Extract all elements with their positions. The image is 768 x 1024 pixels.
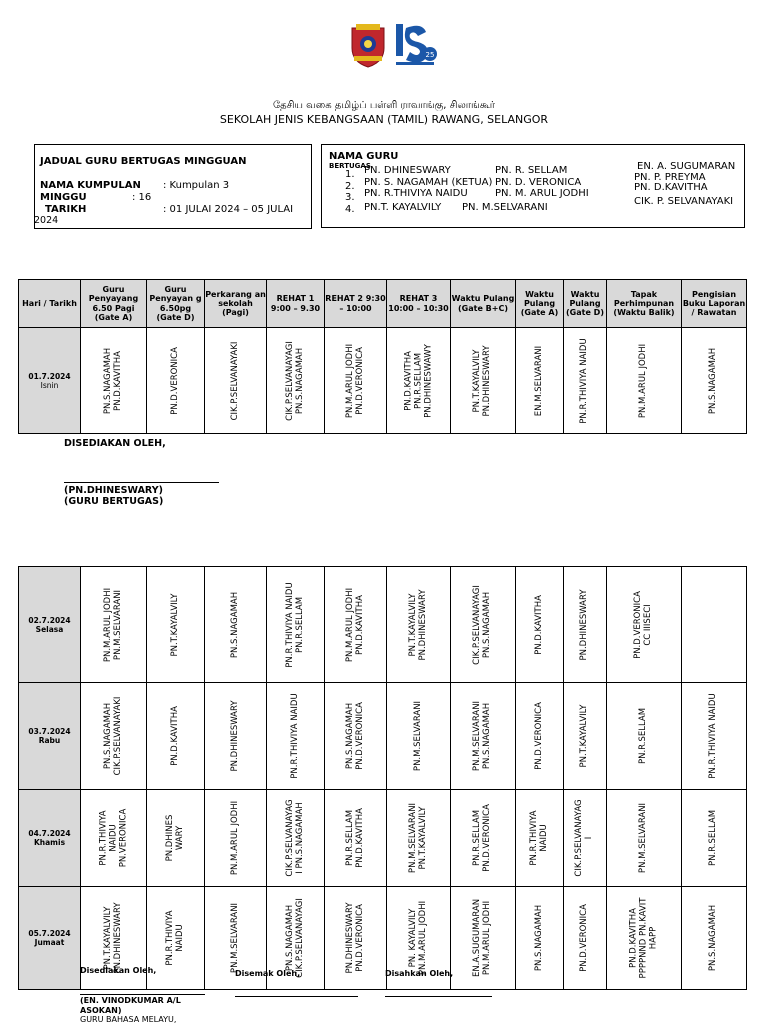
teacher-name: PN.S.NAGAMAH: [102, 702, 113, 770]
duty-cell: [451, 683, 516, 790]
teacher-name: PN.D.VERONICA: [354, 346, 365, 415]
duty-names: [346, 902, 366, 973]
duty-cell: [516, 683, 564, 790]
duty-names: [231, 341, 241, 420]
duty-cell: [81, 790, 147, 887]
duty-cell: [147, 683, 205, 790]
guru-box: [321, 144, 745, 228]
guru-name: PN. S. NAGAMAH (KETUA): [364, 176, 493, 188]
teacher-name: PN.M.SELVARANI: [638, 802, 649, 874]
duty-cell: [564, 887, 607, 990]
tarikh-value: : 01 JULAI 2024 – 05 JULAI: [163, 204, 294, 215]
duty-cell: [325, 683, 387, 790]
teacher-name: PN.D.KAVITHA: [354, 808, 365, 868]
teacher-name: PN.R.SELLAM: [294, 596, 305, 653]
col-header: Guru Penyayan g 6.50pg (Gate D): [147, 280, 205, 328]
teacher-name: I: [584, 836, 594, 840]
duty-names: [473, 345, 493, 416]
col-header: Perkarang an sekolah (Pagi): [205, 280, 267, 328]
footer-name: (EN. VINODKUMAR A/L ASOKAN): [80, 996, 181, 1015]
teacher-name: PN.R.SELLAM: [344, 809, 355, 867]
duty-cell: [147, 790, 205, 887]
prepared-role: (GURU BERTUGAS): [64, 496, 164, 507]
table-row: [19, 790, 747, 887]
minggu-label: MINGGU: [40, 192, 87, 203]
teacher-name: PN.D.VERONICA: [482, 804, 492, 872]
teacher-name: PN.R.THIVIYA: [164, 910, 175, 966]
teacher-name: PN.D.KAVITHA: [628, 908, 639, 968]
table-row: [19, 328, 747, 434]
duty-cell: [607, 683, 682, 790]
teacher-name: PN.R.THIVIYA: [528, 810, 539, 866]
teacher-name: PN.T.KAYALVILY: [102, 906, 113, 970]
col-header: Waktu Pulang (Gate B+C): [451, 280, 516, 328]
num-4: 4.: [345, 203, 355, 215]
duty-names: [231, 903, 241, 973]
duty-cell: [387, 683, 451, 790]
duty-cell: [205, 567, 267, 683]
duty-names: [709, 347, 719, 413]
teacher-name: PN.S.NAGAMAH: [482, 702, 492, 770]
teacher-name: PN.M.ARUL JODHI: [229, 800, 240, 876]
kumpulan-label: NAMA KUMPULAN: [40, 180, 141, 191]
teacher-name: CC IIISECI: [643, 603, 653, 646]
teacher-name: PN.M.SELVARANI: [407, 802, 418, 874]
school-name: SEKOLAH JENIS KEBANGSAAN (TAMIL) RAWANG, SELANGOR: [219, 113, 549, 126]
teacher-name: PN.T.KAYALVILY: [417, 806, 428, 870]
duty-names: [171, 706, 181, 766]
duty-cell: [81, 683, 147, 790]
col-header: Waktu Pulang (Gate D): [564, 280, 607, 328]
teacher-name: PN.DHINESWARY: [229, 700, 240, 772]
num-1: 1.: [345, 169, 355, 180]
teacher-name: PN.M.ARUL JODHI: [102, 587, 113, 662]
teacher-name: PN.D.KAVITHA: [402, 350, 413, 411]
guru-name: PN. R. SELLAM: [495, 165, 568, 176]
duty-cell: [147, 567, 205, 683]
duty-cell: [564, 683, 607, 790]
teacher-name: PN.DHINESWARY: [417, 588, 428, 661]
teacher-name: PN.S.NAGAMAH: [294, 347, 305, 414]
duty-cell: [387, 328, 451, 434]
guru-name: PN. D.KAVITHA: [634, 182, 708, 193]
teacher-name: PN.DHINES: [164, 814, 175, 862]
guru-name: PN. R.THIVIYA NAIDU: [364, 188, 468, 199]
duty-names: [473, 804, 493, 872]
teacher-name: NAIDU: [107, 824, 118, 852]
col-header: REHAT 3 10:00 – 10:30: [387, 280, 451, 328]
guru-name: PN. DHINESWARY: [364, 165, 451, 176]
day-name: Isnin: [40, 380, 59, 390]
teacher-name: PN.S.NAGAMAH: [708, 904, 719, 972]
teacher-name: PN.DHINESWARY: [482, 344, 492, 417]
duty-names: [104, 347, 124, 413]
duty-names: [629, 898, 658, 979]
duty-cell: [682, 887, 747, 990]
day-cell: [19, 887, 81, 990]
duty-cell: [205, 683, 267, 790]
kumpulan-value: : Kumpulan 3: [163, 180, 230, 191]
footer-disemak: Disemak Oleh,: [235, 969, 301, 978]
duty-names: [580, 589, 590, 660]
duty-names: [709, 905, 719, 971]
teacher-name: PN.DHINESWARY: [112, 902, 123, 974]
duty-cell: [451, 887, 516, 990]
guru-name: EN. A. SUGUMARAN: [637, 161, 736, 172]
duty-names: [171, 347, 181, 415]
duty-names: [404, 344, 433, 418]
teacher-name: PN.D.VERONICA: [533, 702, 544, 770]
duty-names: [473, 701, 493, 771]
duty-names: [580, 705, 590, 768]
duty-cell: [325, 887, 387, 990]
guru-col-2: [462, 165, 589, 213]
teacher-name: PN.M.SELVARANI: [112, 589, 123, 660]
teacher-name: PN.M.ARUL JODHI: [638, 343, 649, 418]
teacher-name: PN.DHINESWAWY: [422, 343, 433, 418]
duty-cell: [607, 328, 682, 434]
teacher-name: PN.S.NAGAMAH: [482, 591, 492, 658]
duty-cell: [516, 328, 564, 434]
guru-name: CIK. P. SELVANAYAKI: [634, 195, 734, 207]
guru-name: PN. P. PREYMA: [634, 171, 706, 183]
teacher-name: PN.T.KAYALVILY: [169, 593, 180, 656]
day-cell: [19, 328, 81, 434]
teacher-name: PN.M.ARUL JODHI: [482, 900, 492, 976]
teacher-name: CIK.P.SELVANAYAKI: [112, 696, 123, 776]
duty-cell: [516, 887, 564, 990]
duty-cell: [564, 328, 607, 434]
teacher-name: PN.R.THIVIYA NAIDU: [579, 337, 590, 424]
day-name: Rabu: [38, 736, 61, 745]
guru-name: PN. M. ARUL JODHI: [495, 188, 589, 199]
prepared-name: (PN.DHINESWARY): [64, 485, 163, 496]
teacher-name: CIK.P.SELVANAYAG: [574, 799, 585, 877]
signature-line: [235, 996, 358, 997]
teacher-name: PN.M.SELVARANI: [412, 700, 423, 772]
duty-cell: [267, 567, 325, 683]
duty-cell: [564, 790, 607, 887]
teacher-name: PN.DHINESWARY: [579, 588, 590, 661]
duty-cell: [607, 567, 682, 683]
day-name: Jumaat: [34, 938, 65, 947]
teacher-name: PN.D.VERONICA: [354, 702, 365, 770]
duty-cell: [607, 790, 682, 887]
guru-numbers: [345, 169, 355, 215]
duty-cell: [682, 567, 747, 683]
num-3: 3.: [345, 192, 355, 203]
duty-cell: [387, 567, 451, 683]
teacher-name: PN.S.NAGAMAH: [708, 347, 719, 414]
teacher-name: PN.M.SELVARANI: [229, 902, 240, 974]
duty-cell: [325, 328, 387, 434]
teacher-name: NAIDU: [538, 824, 549, 852]
teacher-name: PN.R.THIVIYA NAIDU: [289, 693, 300, 779]
svg-text:25: 25: [425, 51, 435, 59]
tarikh-label: TARIKH: [45, 204, 87, 215]
duty-names: [639, 343, 649, 417]
duty-names: [535, 595, 545, 655]
duty-cell: [516, 567, 564, 683]
duty-names: [409, 901, 429, 975]
teacher-name: NAIDU: [174, 924, 185, 952]
duty-cell: [147, 328, 205, 434]
col-header: REHAT 2 9:30 – 10:00: [325, 280, 387, 328]
duty-names: [104, 587, 124, 661]
duty-cell: [516, 790, 564, 887]
duty-cell: [682, 790, 747, 887]
minggu-value: : 16: [132, 192, 152, 203]
duty-names: [286, 898, 306, 978]
teacher-name: PN.M.ARUL JODHI: [344, 587, 355, 662]
duty-names: [580, 904, 590, 972]
day-cell: [19, 683, 81, 790]
teacher-name: PN.D.VERONICA: [354, 904, 365, 972]
duty-names: [286, 582, 306, 667]
duty-names: [473, 585, 493, 665]
duty-names: [473, 899, 493, 977]
day-date: 04.7.2024: [28, 829, 71, 838]
tarikh-year: 2024: [34, 215, 59, 226]
teacher-name: PN.R.THIVIYA NAIDU: [284, 581, 295, 668]
teacher-name: PN.D.VERONICA: [169, 346, 180, 415]
day-name: Khamis: [33, 838, 66, 847]
duty-names: [286, 799, 306, 876]
duty-names: [709, 693, 719, 778]
duty-names: [346, 343, 366, 417]
day-date: 02.7.2024: [28, 615, 71, 625]
num-2: 2.: [345, 180, 355, 192]
duty-cell: [387, 790, 451, 887]
teacher-name: PN.VERONICA: [117, 808, 128, 868]
duty-names: [166, 910, 186, 965]
table-row: [19, 567, 747, 683]
duty-names: [346, 808, 366, 868]
duty-names: [231, 700, 241, 771]
teacher-name: PN.R.SELLAM: [472, 809, 483, 867]
duty-names: [535, 702, 545, 770]
teacher-name: PN.R.SELLAM: [708, 809, 719, 867]
duty-names: [409, 803, 429, 873]
duty-names: [346, 702, 366, 770]
teacher-name: PN.D.VERONICA: [633, 590, 644, 659]
teacher-name: PN.D.VERONICA: [579, 904, 590, 972]
school-name-tamil: தேசிய வகை தமிழ்ப் பள்ளி ராவாங்கு, சிலாங்கூர்: [272, 100, 496, 111]
guru-box-subtitle: BERTUGAS: [329, 162, 371, 170]
duty-names: [709, 810, 719, 866]
duty-cell: [267, 790, 325, 887]
teacher-name: PN.R.SELLAM: [412, 352, 423, 409]
duty-names: [409, 589, 429, 660]
guru-name: PN. M.SELVARANI: [462, 201, 548, 213]
teacher-name: PN.D.KAVITHA: [169, 706, 180, 766]
teacher-name: PN.S.NAGAMAH: [344, 702, 355, 770]
teacher-name: PN.S.NAGAMAH: [533, 904, 544, 972]
col-header: Guru Penyayang 6.50 Pagi (Gate A): [81, 280, 147, 328]
day-date: 01.7.2024: [28, 371, 71, 381]
duty-names: [639, 708, 649, 764]
signature-line: [385, 996, 492, 997]
guru-box-title: NAMA GURU: [329, 151, 399, 162]
teacher-name: PN.R.THIVIYA NAIDU: [708, 693, 719, 779]
info-box: [34, 144, 312, 229]
teacher-name: HAPP: [647, 926, 658, 950]
teacher-name: EN.A.SUGUMARAN: [472, 898, 483, 978]
duty-names: [99, 809, 128, 868]
teacher-name: PN.M.ARUL JODHI: [344, 343, 355, 418]
teacher-name: PN.D.KAVITHA: [533, 594, 544, 655]
footer-disahkan: Disahkan Oleh,: [385, 969, 454, 978]
schedule-title: JADUAL GURU BERTUGAS MINGGUAN: [40, 156, 247, 167]
teacher-name: PN.T.KAYALVILY: [407, 593, 418, 656]
teacher-name: CIK.P.SELVANAYAG: [284, 799, 295, 877]
duty-names: [414, 701, 424, 771]
signature-line: [64, 482, 219, 483]
school-crest-logo: [348, 22, 388, 68]
guru-col-3: [634, 162, 735, 207]
day-date: 05.7.2024: [28, 929, 71, 938]
teacher-name: PN.D.KAVITHA: [354, 594, 365, 655]
duty-cell: [205, 790, 267, 887]
col-header: Tapak Perhimpunan (Waktu Balik): [607, 280, 682, 328]
teacher-name: I PN.S.NAGAMAH: [294, 802, 305, 874]
duty-cell: [682, 683, 747, 790]
duty-cell: [682, 328, 747, 434]
teacher-name: PPPPNND PN.KAVIT: [638, 897, 649, 979]
duty-cell: [267, 328, 325, 434]
day-name: Selasa: [35, 624, 64, 634]
col-header: Hari / Tarikh: [19, 280, 81, 328]
duty-names: [535, 345, 545, 415]
duty-names: [346, 587, 366, 661]
col-header: Pengisian Buku Laporan / Rawatan: [682, 280, 747, 328]
duty-cell: [267, 683, 325, 790]
duty-names: [530, 810, 550, 865]
duty-cell: [81, 567, 147, 683]
duty-cell: [451, 790, 516, 887]
teacher-name: PN.T.KAYALVILY: [579, 704, 590, 768]
ks-logo: [392, 22, 438, 68]
teacher-name: PN.R.SELLAM: [638, 707, 649, 765]
duty-names: [535, 905, 545, 971]
day-cell: [19, 567, 81, 683]
duty-cell: [607, 887, 682, 990]
day-date: 03.7.2024: [28, 727, 71, 736]
duty-names: [171, 593, 181, 656]
table-row: [19, 683, 747, 790]
guru-name: PN. D. VERONICA: [495, 176, 582, 188]
col-header: REHAT 1 9:00 – 9.30: [267, 280, 325, 328]
duty-names: [634, 591, 654, 659]
duty-names: [231, 801, 241, 875]
duty-names: [291, 693, 301, 778]
teacher-name: WARY: [174, 825, 185, 851]
guru-name: PN.T. KAYALVILY: [364, 201, 442, 213]
col-header: Waktu Pulang (Gate A): [516, 280, 564, 328]
duty-names: [166, 815, 186, 862]
teacher-name: CIK.P.SELVANAYAGI: [472, 584, 483, 665]
duty-cell: [325, 790, 387, 887]
teacher-name: EN.M.SELVARANI: [533, 345, 544, 416]
teacher-name: PN.S.NAGAMAH: [284, 904, 295, 972]
duty-names: [231, 591, 241, 657]
teacher-name: PN.DHINESWARY: [344, 902, 355, 974]
duty-names: [104, 902, 124, 973]
teacher-name: PN.S.NAGAMAH: [229, 591, 240, 658]
teacher-name: PN.M.SELVARANI: [472, 700, 483, 772]
duty-names: [286, 341, 306, 421]
day-cell: [19, 790, 81, 887]
teacher-name: PN.R.THIVIYA: [97, 810, 108, 866]
duty-cell: [81, 328, 147, 434]
teacher-name: CIK.P.SELVANAYAGI: [284, 340, 295, 421]
teacher-name: CIK.P.SELVANAYAKI: [229, 341, 240, 420]
teacher-name: PN.T.KAYALVILY: [472, 349, 483, 412]
duty-cell: [451, 567, 516, 683]
footer-disediakan: Disediakan Oleh,: [80, 966, 157, 975]
duty-table-week: [18, 566, 747, 990]
prepared-label: DISEDIAKAN OLEH,: [64, 438, 166, 449]
teacher-name: CIK.P.SELVANAYAGI: [294, 898, 305, 978]
duty-cell: [325, 567, 387, 683]
teacher-name: PN. KAYALVILY: [407, 908, 418, 968]
signature-line: [80, 994, 205, 995]
duty-cell: [205, 328, 267, 434]
duty-names: [580, 338, 590, 423]
duty-names: [639, 803, 649, 873]
duty-table-day1: [18, 279, 747, 434]
duty-cell: [451, 328, 516, 434]
duty-cell: [564, 567, 607, 683]
teacher-name: PN.D.KAVITHA: [112, 350, 123, 411]
teacher-name: PN.S.NAGAMAH: [102, 347, 113, 414]
duty-names: [104, 697, 124, 776]
footer-role: GURU BAHASA MELAYU,: [80, 1015, 177, 1024]
duty-names: [575, 799, 595, 876]
teacher-name: PN.M.ARUL JODHI: [417, 900, 428, 976]
